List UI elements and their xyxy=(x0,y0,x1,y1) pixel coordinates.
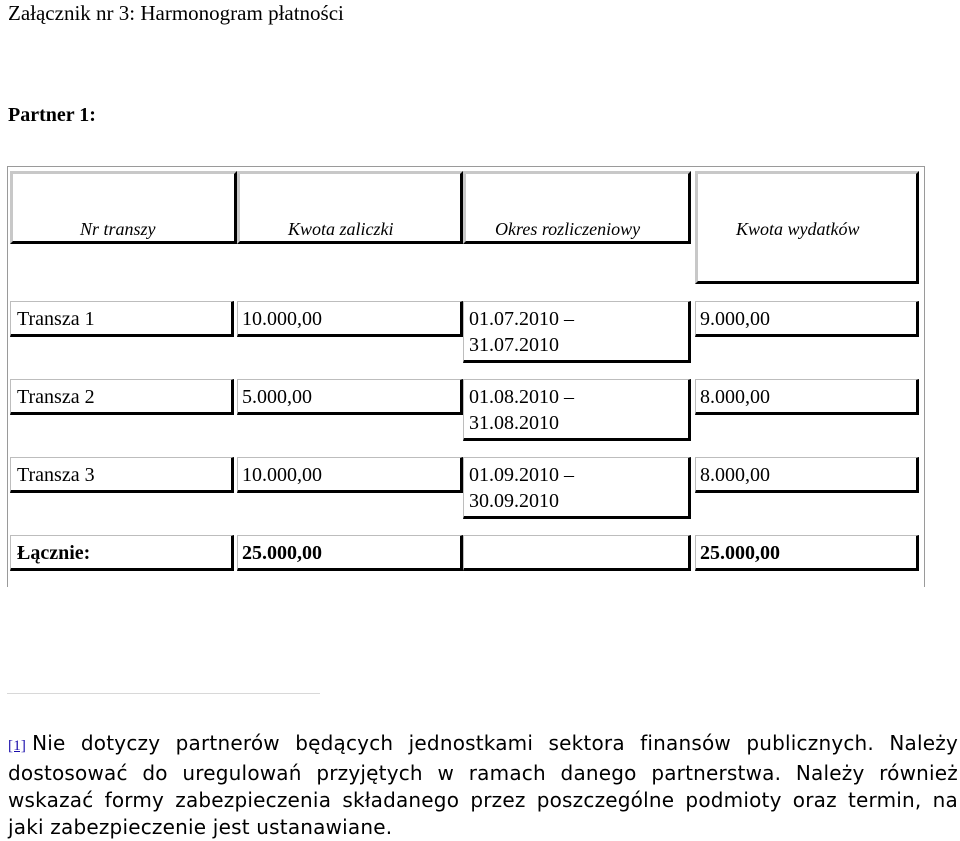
row2-period-start: 01.08.2010 – xyxy=(469,386,574,408)
row3-period-start: 01.09.2010 – xyxy=(469,464,574,486)
row2-amount: 5.000,00 xyxy=(242,386,312,408)
header-okres-rozliczeniowy: Okres rozliczeniowy xyxy=(495,219,641,239)
row2-period-end: 31.08.2010 xyxy=(469,412,559,434)
row3-period-end: 30.09.2010 xyxy=(469,490,559,512)
row3-name: Transza 3 xyxy=(17,464,95,486)
total-label: Łącznie: xyxy=(17,542,91,564)
row1-name: Transza 1 xyxy=(17,308,95,330)
footnote-separator xyxy=(7,693,320,694)
row1-amount: 10.000,00 xyxy=(242,308,322,330)
row1-expenses: 9.000,00 xyxy=(700,308,770,330)
payment-schedule-table xyxy=(7,166,925,587)
total-amount: 25.000,00 xyxy=(242,542,322,564)
row1-period-start: 01.07.2010 – xyxy=(469,308,574,330)
row3-expenses: 8.000,00 xyxy=(700,464,770,486)
page-title: Załącznik nr 3: Harmonogram płatności xyxy=(8,1,344,25)
row2-name: Transza 2 xyxy=(17,386,95,408)
header-kwota-wydatkow: Kwota wydatków xyxy=(736,219,860,239)
footnote-text: Nie dotyczy partnerów będących jednostkami sektora finansów publicznych. Należy dostosować do uregulowań przyjętych w ramach danego partnerstwa. Należy również wskazać formy zabezpieczenia składanego przez poszczególne podmioty oraz termin, na jaki zabezpieczenie jest ustanawiane. xyxy=(8,731,958,839)
footnote-ref-link[interactable]: [1] xyxy=(8,738,27,754)
row2-expenses: 8.000,00 xyxy=(700,386,770,408)
total-expenses: 25.000,00 xyxy=(700,542,780,564)
row1-period-end: 31.07.2010 xyxy=(469,334,559,356)
footnote xyxy=(8,730,958,841)
row3-amount: 10.000,00 xyxy=(242,464,322,486)
header-kwota-zaliczki: Kwota zaliczki xyxy=(288,219,394,239)
total-period-cell xyxy=(463,535,691,571)
partner-heading: Partner 1: xyxy=(8,104,96,126)
header-nr-transzy: Nr transzy xyxy=(80,219,156,239)
